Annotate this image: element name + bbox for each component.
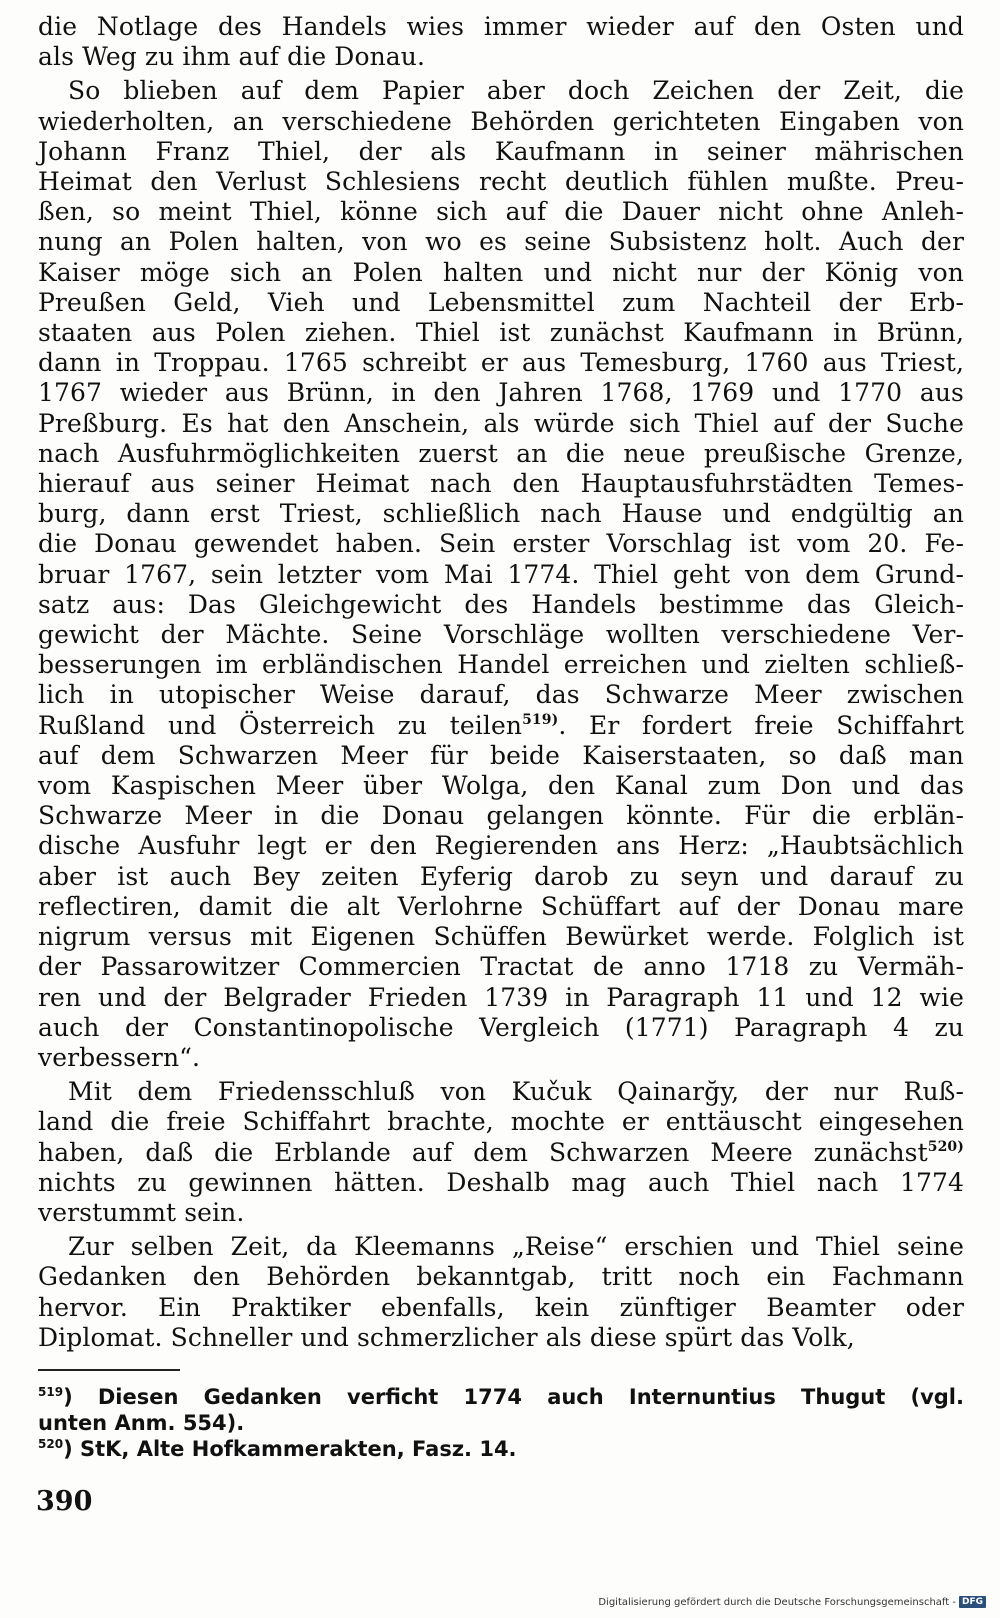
digitization-credit <box>598 1596 986 1608</box>
text-line: verbessern“. <box>38 1042 201 1072</box>
text-line: Johann Franz Thiel, der als Kaufmann in seiner mährischen <box>38 136 964 166</box>
footnote-marker: 519 <box>38 1385 64 1399</box>
text-line: dann in Troppau. 1765 schreibt er aus Temesburg, 1760 aus Triest, <box>38 348 964 378</box>
text-line: hervor. Ein Praktiker ebenfalls, kein zünftiger Beamter oder <box>38 1292 964 1322</box>
text-line: nigrum versus mit Eigenen Schüffen Bewürket werde. Folglich ist <box>38 922 964 952</box>
text-line: nach Ausfuhrmöglichkeiten zuerst an die neue preußische Grenze, <box>38 438 964 468</box>
text-line: Gedanken den Behörden bekanntgab, tritt noch ein Fachmann <box>38 1262 964 1292</box>
footnote-separator <box>38 1369 180 1371</box>
text-line: bruar 1767, sein letzter vom Mai 1774. Thiel geht von dem Grund- <box>38 559 964 589</box>
text-line: Rußland und Österreich zu teilen$^{519)}$. Er fordert freie Schiffahrt <box>38 710 964 740</box>
footnote-reference[interactable]: 519) <box>522 711 559 728</box>
text-line: der Passarowitzer Commercien Tractat de anno 1718 zu Vermäh- <box>38 952 964 982</box>
text-line: ren und der Belgrader Frieden 1739 in Paragraph 11 und 12 wie <box>38 982 964 1012</box>
footnote-line: $^{519}$) Diesen Gedanken verficht 1774 auch Internuntius Thugut (vgl. <box>38 1385 964 1409</box>
text-line: verstummt sein. <box>38 1197 245 1227</box>
paragraph <box>38 1232 964 1353</box>
text-line: Schwarze Meer in die Donau gelangen könnte. Für die erblän- <box>38 801 964 831</box>
text-line: Zur selben Zeit, da Kleemanns „Reise“ erschien und Thiel seine <box>68 1232 964 1262</box>
text-line: lich in utopischer Weise darauf, das Schwarze Meer zwischen <box>38 680 964 710</box>
credit-text: Digitalisierung gefördert durch die Deutsche Forschungsgemeinschaft - <box>598 1596 956 1608</box>
body-text <box>38 12 964 1357</box>
text-line: land die freie Schiffahrt brachte, mochte er enttäuscht eingesehen <box>38 1107 964 1137</box>
footnote-line: unten Anm. 554). <box>38 1411 245 1435</box>
text-line: die Notlage des Handels wies immer wieder auf den Osten und <box>38 12 964 41</box>
dfg-logo: DFG <box>959 1596 986 1608</box>
text-line: Mit dem Friedensschluß von Kučuk Qainarğy, der nur Ruß- <box>68 1077 964 1107</box>
footnote-line: $^{520}$) StK, Alte Hofkammerakten, Fasz. 14. <box>38 1437 517 1461</box>
text-line: vom Kaspischen Meer über Wolga, den Kanal zum Don und das <box>38 771 964 801</box>
text-line: hierauf aus seiner Heimat nach den Hauptausfuhrstädten Temes- <box>38 469 964 499</box>
paragraph <box>38 12 964 72</box>
text-line: ßen, so meint Thiel, könne sich auf die Dauer nicht ohne Anleh- <box>38 197 964 227</box>
text-line: satz aus: Das Gleichgewicht des Handels bestimme das Gleich- <box>38 589 964 619</box>
paragraph <box>38 76 964 1073</box>
page-number: 390 <box>36 1486 93 1517</box>
text-line: haben, daß die Erblande auf dem Schwarzen Meere zunächst$^{520)}$ <box>38 1137 964 1167</box>
text-line: Preßburg. Es hat den Anschein, als würde sich Thiel auf der Suche <box>38 408 964 438</box>
footnote-marker: 520 <box>38 1437 64 1451</box>
text-line: 1767 wieder aus Brünn, in den Jahren 1768, 1769 und 1770 aus <box>38 378 964 408</box>
text-line: als Weg zu ihm auf die Donau. <box>38 42 426 72</box>
footnotes <box>38 1384 964 1462</box>
text-line: burg, dann erst Triest, schließlich nach Hause und endgültig an <box>38 499 964 529</box>
text-line: wiederholten, an verschiedene Behörden gerichteten Eingaben von <box>38 106 964 136</box>
text-line: nichts zu gewinnen hätten. Deshalb mag auch Thiel nach 1774 <box>38 1167 964 1197</box>
text-line: reflectiren, damit die alt Verlohrne Schüffart auf der Donau mare <box>38 891 964 921</box>
text-line: Preußen Geld, Vieh und Lebensmittel zum Nachteil der Erb- <box>38 287 964 317</box>
text-line: die Donau gewendet haben. Sein erster Vorschlag ist vom 20. Fe- <box>38 529 964 559</box>
text-line: auf dem Schwarzen Meer für beide Kaiserstaaten, so daß man <box>38 740 964 770</box>
footnote-reference[interactable]: 520) <box>927 1138 964 1155</box>
text-line: Kaiser möge sich an Polen halten und nicht nur der König von <box>38 257 964 287</box>
text-line: Diplomat. Schneller und schmerzlicher als diese spürt das Volk, <box>38 1322 855 1352</box>
text-line: staaten aus Polen ziehen. Thiel ist zunächst Kaufmann in Brünn, <box>38 318 964 348</box>
text-line: nung an Polen halten, von wo es seine Subsistenz holt. Auch der <box>38 227 964 257</box>
text-line: auch der Constantinopolische Vergleich (1771) Paragraph 4 zu <box>38 1012 964 1042</box>
text-line: Heimat den Verlust Schlesiens recht deutlich fühlen mußte. Preu- <box>38 167 964 197</box>
text-line: besserungen im erbländischen Handel erreichen und zielten schließ- <box>38 650 964 680</box>
text-line: dische Ausfuhr legt er den Regierenden ans Herz: „Haubtsächlich <box>38 831 964 861</box>
text-line: aber ist auch Bey zeiten Eyferig darob zu seyn und darauf zu <box>38 861 964 891</box>
paragraph <box>38 1077 964 1228</box>
text-line: So blieben auf dem Papier aber doch Zeichen der Zeit, die <box>68 76 964 106</box>
text-line: gewicht der Mächte. Seine Vorschläge wollten verschiedene Ver- <box>38 620 964 650</box>
